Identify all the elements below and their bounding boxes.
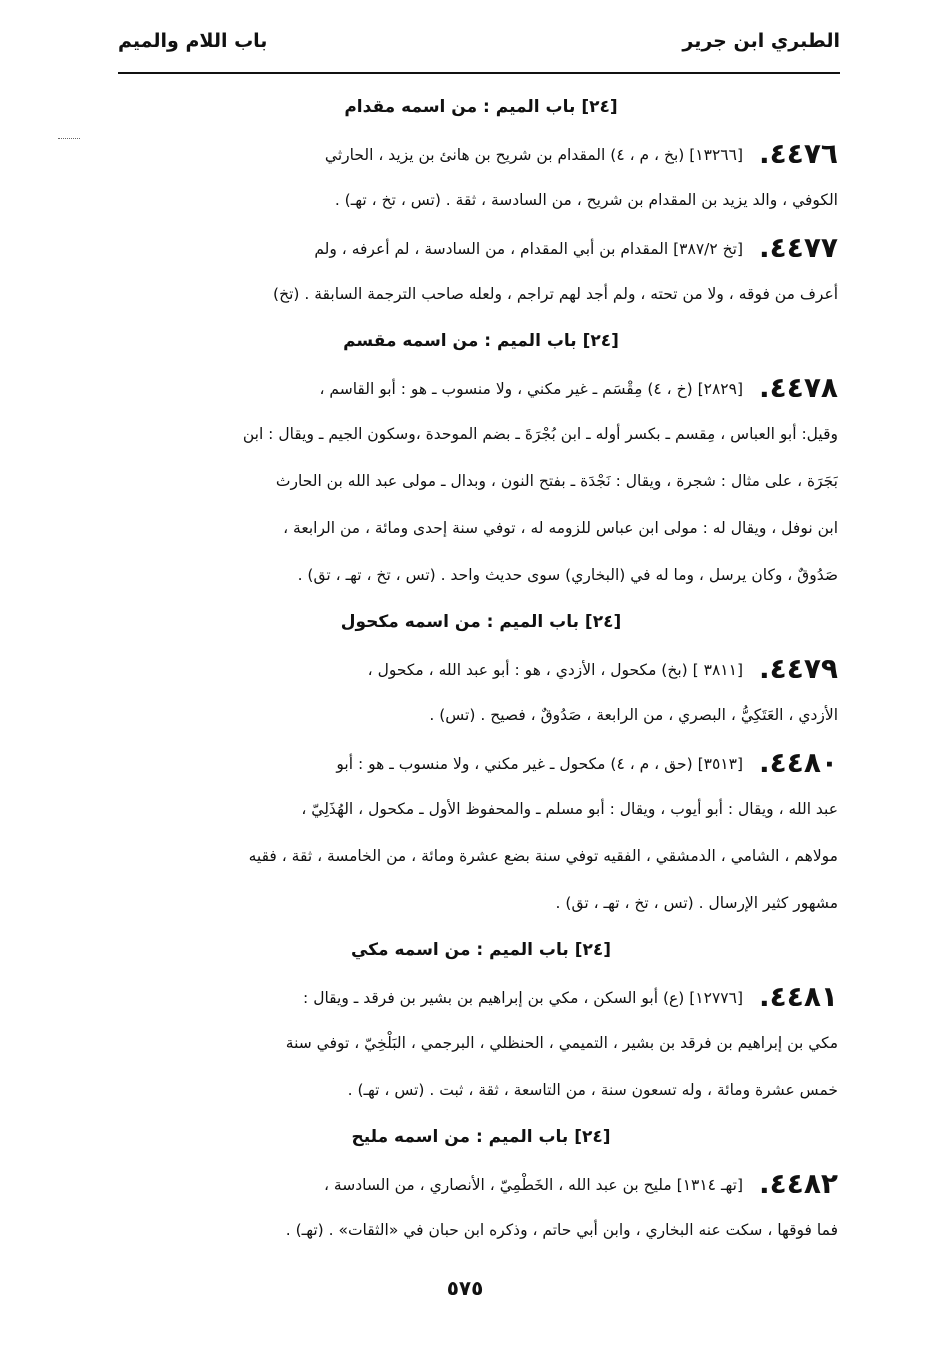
entry-line <box>124 458 838 505</box>
entry-line <box>124 1207 838 1254</box>
entry-text: الكوفي ، والد يزيد بن المقدام بن شريح ، من السادسة ، ثقة . (تس ، تخ ، تهـ) . <box>334 191 838 209</box>
entry-text: [٣٨١١ ] (بخ) مكحول ، الأزدي ، هو : أبو عبد الله ، مكحول ، <box>367 661 743 679</box>
header-rule <box>118 72 840 74</box>
biography-entry <box>124 364 838 599</box>
section-heading: [٢٤] باب الميم : من اسمه مقسم <box>343 331 619 351</box>
entry-line <box>124 1160 838 1207</box>
biography-entry <box>124 973 838 1114</box>
entry-text: ابن نوفل ، ويقال له : مولى ابن عباس للزومه له ، توفي سنة إحدى ومائة ، من الرابعة ، <box>283 519 838 537</box>
entry-number: ٤٤٧٦. <box>759 137 838 170</box>
entry-line <box>124 271 838 318</box>
entry-text: [١٣٢٦٦] (بخ ، م ، ٤) المقدام بن شريح بن هانئ بن يزيد ، الحارثي <box>324 146 743 164</box>
page-header <box>118 30 840 66</box>
entry-line <box>124 552 838 599</box>
entry-text: [تهـ ١٣١٤] مليح بن عبد الله ، الخَطْمِيّ ، الأنصاري ، من السادسة ، <box>324 1176 743 1194</box>
entry-text: [٣٥١٣] (حق ، م ، ٤) مكحول ـ غير مكني ، ولا منسوب ـ هو : أبو <box>336 755 743 773</box>
entry-line <box>124 130 838 177</box>
entry-line <box>124 1067 838 1114</box>
entry-text: مكي بن إبراهيم بن فرقد بن بشير ، التميمي ، الحنظلي ، البرجمي ، البَلْخِيّ ، توفي سنة <box>285 1034 838 1052</box>
entry-text: صَدُوقٌ ، وكان يرسل ، وما له في (البخاري) سوى حديث واحد . (تس ، تخ ، تهـ ، تق) . <box>297 566 838 584</box>
biography-entry <box>124 645 838 739</box>
entry-text: [٢٨٢٩] (خ ، ٤) مِقْسَم ـ غير مكني ، ولا منسوب ـ هو : أبو القاسم ، <box>319 380 743 398</box>
section-heading: [٢٤] باب الميم : من اسمه مليح <box>351 1127 611 1147</box>
entry-line <box>124 645 838 692</box>
entry-text: خمس عشرة ومائة ، وله تسعون سنة ، من التاسعة ، ثقة ، ثبت . (تس ، تهـ) . <box>347 1081 838 1099</box>
entry-text: [١٢٧٧٦] (ع) أبو السكن ، مكي بن إبراهيم بن بشير بن فرقد ـ ويقال : <box>303 989 743 1007</box>
entry-text: بَجَرَة ، على مثال : شجرة ، ويقال : نَجْدَة ـ بفتح النون ، وبدال ـ مولى عبد الله بن الحارث <box>275 472 838 490</box>
page-content <box>124 84 838 1254</box>
entry-line <box>124 786 838 833</box>
entry-number: ٤٤٨٢. <box>759 1167 838 1200</box>
entry-number: ٤٤٧٩. <box>759 652 838 685</box>
entry-number: ٤٤٧٧. <box>759 231 838 264</box>
entry-text: مشهور كثير الإرسال . (تس ، تخ ، تهـ ، تق) . <box>555 894 838 912</box>
entry-text: فما فوقها ، سكت عنه البخاري ، وابن أبي حاتم ، وذكره ابن حبان في «الثقات» . (تهـ) . <box>285 1221 838 1239</box>
section-heading: [٢٤] باب الميم : من اسمه مكحول <box>340 612 622 632</box>
header-book-title: الطبري ابن جرير <box>682 30 840 52</box>
entry-line <box>124 739 838 786</box>
entry-line <box>124 224 838 271</box>
entry-line <box>124 411 838 458</box>
entry-text: [تخ ٣٨٧/٢] المقدام بن أبي المقدام ، من السادسة ، لم أعرفه ، ولم <box>314 240 743 258</box>
biography-entry <box>124 739 838 927</box>
entry-text: عبد الله ، ويقال : أبو أيوب ، ويقال : أبو مسلم ـ والمحفوظ الأول ـ مكحول ، الهُذَلِيّ ، <box>301 800 838 818</box>
margin-mark <box>58 138 80 139</box>
entry-line <box>124 177 838 224</box>
entry-number: ٤٤٨٠. <box>759 746 838 779</box>
header-chapter-title: باب اللام والميم <box>118 30 268 52</box>
entry-text: وقيل: أبو العباس ، مِقسم ـ بكسر أوله ـ ابن بُجْرَةَ ـ بضم الموحدة ،وسكون الجيم ـ ويقال : ابن <box>242 425 838 443</box>
entry-number: ٤٤٧٨. <box>759 371 838 404</box>
entry-number: ٤٤٨١. <box>759 980 838 1013</box>
entry-line <box>124 505 838 552</box>
entry-text: أعرف من فوقه ، ولا من تحته ، ولم أجد لهم تراجم ، ولعله صاحب الترجمة السابقة . (تخ) <box>273 285 838 303</box>
entry-line <box>124 973 838 1020</box>
entry-line <box>124 692 838 739</box>
biography-entry <box>124 1160 838 1254</box>
section-heading: [٢٤] باب الميم : من اسمه مكي <box>350 940 612 960</box>
section-heading: [٢٤] باب الميم : من اسمه مقدام <box>344 97 618 117</box>
entry-line <box>124 880 838 927</box>
entry-line <box>124 1020 838 1067</box>
entry-line <box>124 833 838 880</box>
page-number: ٥٧٥ <box>446 1276 484 1300</box>
entry-text: الأزدي ، العَتَكِيُّ ، البصري ، من الرابعة ، صَدُوقٌ ، فصيح . (تس) . <box>429 706 838 724</box>
biography-entry <box>124 130 838 224</box>
entry-text: مولاهم ، الشامي ، الدمشقي ، الفقيه توفي سنة بضع عشرة ومائة ، من الخامسة ، ثقة ، فقيه <box>248 847 838 865</box>
entry-line <box>124 364 838 411</box>
biography-entry <box>124 224 838 318</box>
